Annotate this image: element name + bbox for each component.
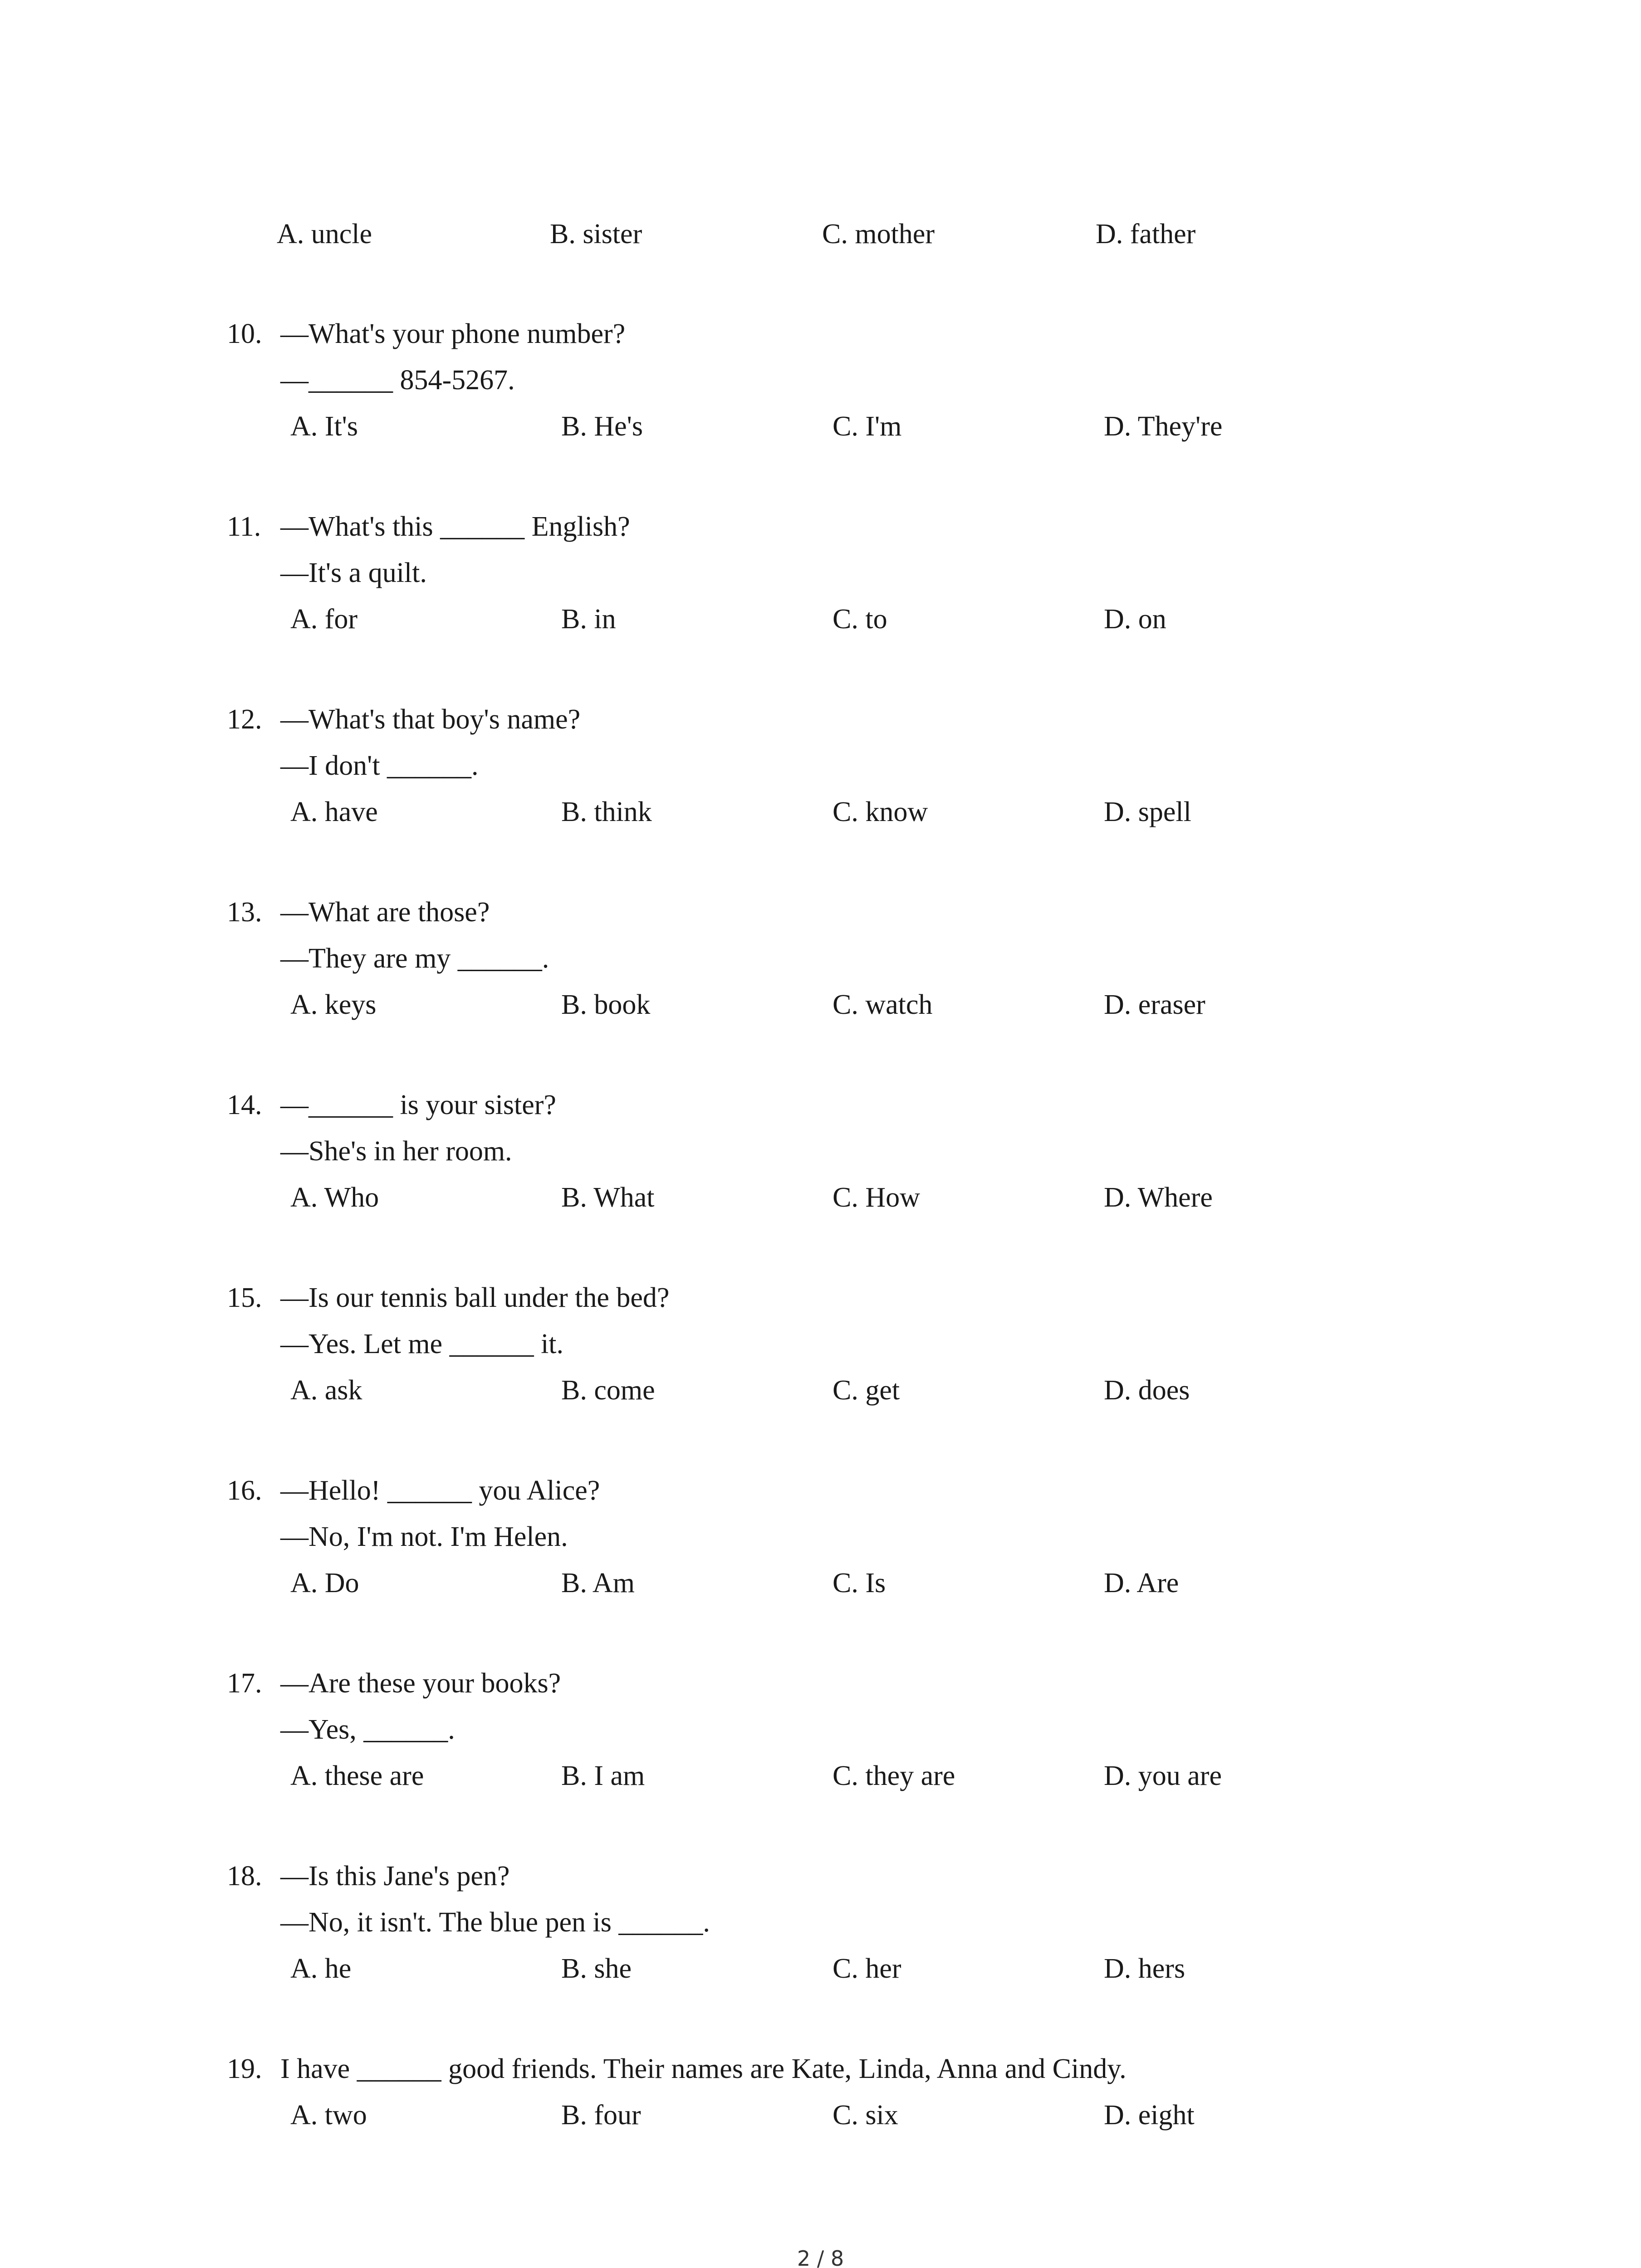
option-d: D. eight [1104,2100,1195,2131]
question-prompt: —What are those? [280,897,490,928]
option-a: A. he [290,1953,352,1984]
option-a: A. these are [290,1760,424,1791]
question-number: 18. [227,1861,262,1892]
option-b: B. think [561,797,652,827]
question-9-options [0,220,1641,256]
option-d: D. father [1096,219,1196,249]
question-response: —______ 854-5267. [280,365,515,396]
question-response: —Yes, ______. [280,1714,455,1745]
option-c: C. How [833,1182,920,1213]
option-d: D. hers [1104,1953,1185,1984]
option-c: C. get [833,1375,900,1406]
option-b: B. book [561,989,651,1020]
question-response: —No, I'm not. I'm Helen. [280,1521,568,1552]
option-a: A. ask [290,1375,362,1406]
option-b: B. sister [550,219,642,249]
option-a: A. Who [290,1182,379,1213]
option-a: A. Do [290,1568,359,1598]
question-number: 14. [227,1090,262,1120]
question-response: —No, it isn't. The blue pen is ______. [280,1907,710,1938]
option-b: B. He's [561,411,643,442]
option-a: A. uncle [277,219,372,249]
option-b: B. four [561,2100,641,2131]
option-c: C. six [833,2100,898,2131]
question-response: —It's a quilt. [280,557,427,588]
question-prompt: —Hello! ______ you Alice? [280,1475,600,1506]
option-b: B. in [561,604,616,635]
question-number: 19. [227,2053,262,2084]
question-number: 15. [227,1282,262,1313]
question-response: —She's in her room. [280,1136,512,1167]
option-d: D. does [1104,1375,1190,1406]
option-b: B. she [561,1953,632,1984]
question-prompt: —Are these your books? [280,1668,561,1699]
option-d: D. spell [1104,797,1191,827]
option-d: D. eraser [1104,989,1205,1020]
option-b: B. What [561,1182,655,1213]
option-c: C. know [833,797,928,827]
option-c: C. watch [833,989,933,1020]
option-a: A. for [290,604,358,635]
option-c: C. to [833,604,887,635]
option-a: A. two [290,2100,367,2131]
question-prompt: —Is this Jane's pen? [280,1861,510,1892]
question-response: —They are my ______. [280,943,549,974]
option-b: B. Am [561,1568,635,1598]
option-c: C. I'm [833,411,902,442]
option-c: C. they are [833,1760,955,1791]
option-d: D. Are [1104,1568,1179,1598]
option-b: B. come [561,1375,655,1406]
question-prompt: —______ is your sister? [280,1090,556,1120]
question-number: 10. [227,318,262,349]
question-prompt: —Is our tennis ball under the bed? [280,1282,670,1313]
option-a: A. have [290,797,378,827]
option-c: C. Is [833,1568,886,1598]
question-number: 11. [227,511,261,542]
question-number: 16. [227,1475,262,1506]
option-d: D. Where [1104,1182,1213,1213]
option-a: A. keys [290,989,377,1020]
option-d: D. They're [1104,411,1223,442]
question-response: —Yes. Let me ______ it. [280,1329,564,1359]
question-number: 12. [227,704,262,735]
question-prompt: —What's your phone number? [280,318,626,349]
question-prompt: —What's this ______ English? [280,511,630,542]
page-number: 2 / 8 [797,2246,844,2268]
option-c: C. her [833,1953,901,1984]
option-c: C. mother [822,219,935,249]
option-d: D. you are [1104,1760,1222,1791]
question-number: 17. [227,1668,262,1699]
question-prompt: —What's that boy's name? [280,704,581,735]
option-a: A. It's [290,411,358,442]
question-prompt: I have ______ good friends. Their names are Kate, Linda, Anna and Cindy. [280,2053,1127,2084]
question-number: 13. [227,897,262,928]
option-b: B. I am [561,1760,645,1791]
option-d: D. on [1104,604,1166,635]
question-response: —I don't ______. [280,750,479,781]
